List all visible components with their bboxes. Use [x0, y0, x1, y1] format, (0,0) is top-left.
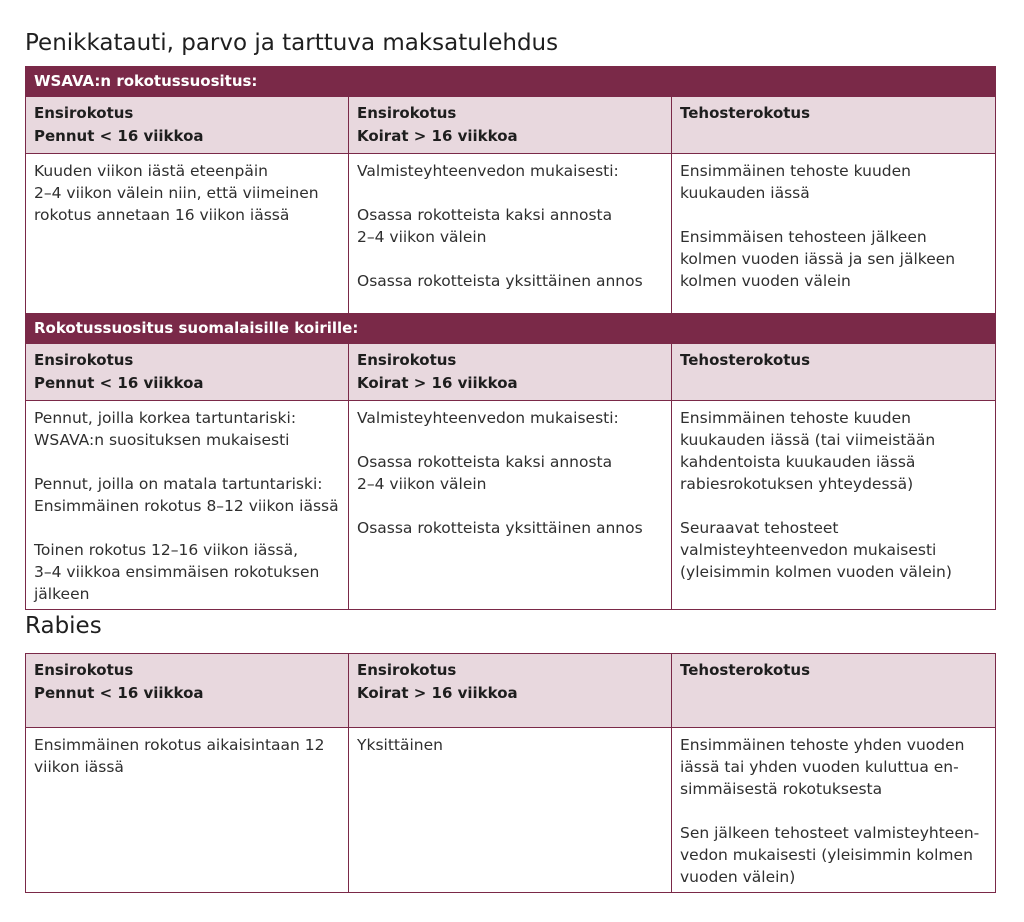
header-cell: Tehosterokotus: [672, 97, 996, 154]
header-cell: Tehosterokotus: [672, 654, 996, 728]
vaccination-table-rabies: [25, 653, 996, 893]
table-cell: Valmisteyhteenvedon mukaisesti: Osassa rokotteista kaksi annosta 2–4 viikon välein Osassa rokotteista yksittäinen annos: [349, 401, 672, 610]
table-cell: Valmisteyhteenvedon mukaisesti: Osassa rokotteista kaksi annosta 2–4 viikon välein Osassa rokotteista yksittäinen annos: [349, 154, 672, 314]
header-cell: Ensirokotus Koirat > 16 viikkoa: [349, 97, 672, 154]
header-cell: Ensirokotus Koirat > 16 viikkoa: [349, 654, 672, 728]
section-heading-distemper: Penikkatauti, parvo ja tarttuva maksatulehdus: [25, 30, 559, 56]
table-cell: Ensimmäinen tehoste kuuden kuukauden iässä Ensimmäisen tehosteen jälkeen kolmen vuoden iässä ja sen jälkeen kolmen vuoden välein: [672, 154, 996, 314]
wsava-banner: WSAVA:n rokotussuositus:: [26, 67, 996, 97]
table-cell: Kuuden viikon iästä eteenpäin 2–4 viikon välein niin, että viimeinen rokotus annetaan 16 viikon iässä: [26, 154, 349, 314]
header-cell: Ensirokotus Pennut < 16 viikkoa: [26, 344, 349, 401]
header-cell: Ensirokotus Pennut < 16 viikkoa: [26, 97, 349, 154]
table-cell: Ensimmäinen tehoste kuuden kuukauden iässä (tai viimeistään kahdentoista kuukauden iässä rabiesrokotuksen yhteydessä) Seuraavat tehosteet valmisteyhteenvedon mukaisesti (yleisimmin kolmen vuoden välein): [672, 401, 996, 610]
finnish-banner: Rokotussuositus suomalaisille koirille:: [26, 314, 996, 344]
section-heading-rabies: Rabies: [25, 613, 102, 639]
header-cell: Ensirokotus Pennut < 16 viikkoa: [26, 654, 349, 728]
table-cell: Ensimmäinen rokotus aikaisintaan 12 viikon iässä: [26, 728, 349, 893]
table-cell: Ensimmäinen tehoste yhden vuoden iässä tai yhden vuoden kuluttua en- simmäisestä rokotuksesta Sen jälkeen tehosteet valmisteyhteen- vedon mukaisesti (yleisimmin kolmen vuoden välein): [672, 728, 996, 893]
header-cell: Tehosterokotus: [672, 344, 996, 401]
table-cell: Yksittäinen: [349, 728, 672, 893]
vaccination-table-distemper: [25, 66, 996, 610]
table-cell: Pennut, joilla korkea tartuntariski: WSAVA:n suosituksen mukaisesti Pennut, joilla on matala tartuntariski: Ensimmäinen rokotus 8–12 viikon iässä Toinen rokotus 12–16 viikon iässä, 3–4 viikkoa ensimmäisen rokotuksen jälkeen: [26, 401, 349, 610]
header-cell: Ensirokotus Koirat > 16 viikkoa: [349, 344, 672, 401]
